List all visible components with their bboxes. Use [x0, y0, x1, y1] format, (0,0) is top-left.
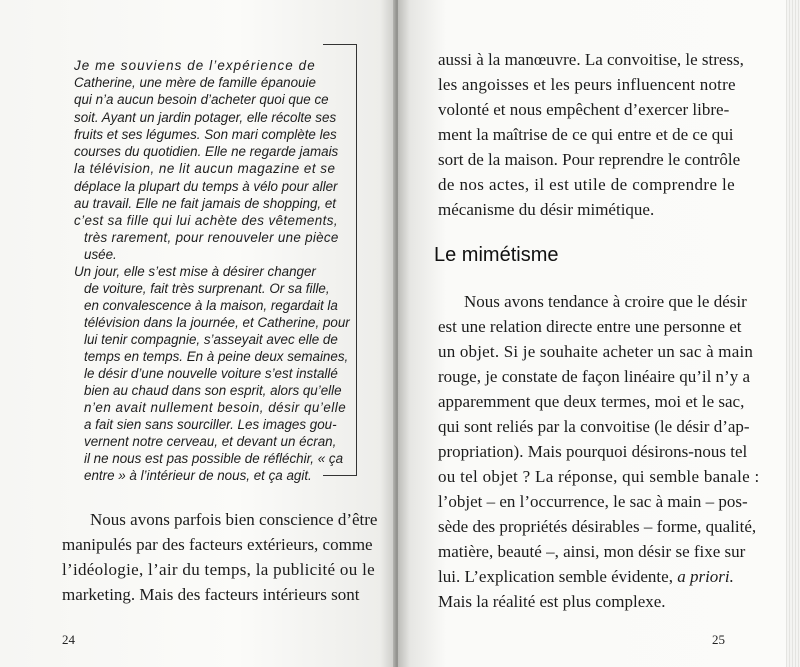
page-number-left: 24: [62, 632, 75, 647]
quote-box: [72, 44, 357, 483]
quote-line: Un jour, elle s’est mise à désirer changer: [74, 264, 316, 279]
quote-line: usée.: [84, 247, 117, 262]
quote-line: a fait sien sans sourciller. Les images gou-: [84, 417, 337, 432]
quote-line: la télévision, ne lit aucun magazine et se: [74, 161, 336, 176]
quote-line: Je me souviens de l’expérience de: [74, 58, 316, 73]
quote-line: soit. Ayant un jardin potager, elle récolte ses: [74, 110, 337, 125]
body-line: un objet. Si je souhaite acheter un sac à main: [438, 342, 754, 361]
body-line: Nous avons tendance à croire que le désir: [464, 292, 747, 311]
body-line: Mais la réalité est plus complexe.: [438, 592, 666, 611]
section-heading: Le mimétisme: [434, 244, 559, 266]
body-line: propriation). Mais pourquoi désirons-nous tel: [438, 442, 748, 461]
quote-line: courses du quotidien. Elle ne regarde jamais: [74, 144, 339, 159]
body-line: sort de la maison. Pour reprendre le contrôle: [438, 150, 741, 169]
body-line: l’objet – en l’occurrence, le sac à main – pos-: [438, 492, 748, 511]
quote-line: il ne nous est pas possible de réfléchir, « ça: [84, 451, 344, 466]
quote-line: Catherine, une mère de famille épanouie: [74, 75, 316, 90]
body-line: de nos actes, il est utile de comprendre le: [438, 175, 736, 194]
italic-a-priori: a priori.: [677, 567, 734, 586]
quote-line: bien au chaud dans son esprit, alors qu’elle: [84, 383, 342, 398]
body-line: ou tel objet ? La réponse, qui semble banale :: [438, 467, 760, 486]
quote-line: qui n’a aucun besoin d’acheter quoi que ce: [74, 92, 329, 107]
quote-line: fruits et ses légumes. Son mari complète les: [74, 127, 337, 142]
quote-line: lui tenir compagnie, s’asseyait avec elle de: [84, 332, 338, 347]
quote-line: très rarement, pour renouveler une pièce: [84, 230, 339, 245]
body-line: volonté et nous empêchent d’exercer libre-: [438, 100, 730, 119]
body-line: marketing. Mais des facteurs intérieurs sont: [62, 585, 360, 604]
quote-line: vernent notre cerveau, et devant un écran,: [84, 434, 337, 449]
body-line: sède des propriétés désirables – forme, qualité,: [438, 517, 757, 536]
quote-line: déplace la plupart du temps à vélo pour aller: [74, 179, 338, 194]
quote-line: entre » à l’intérieur de nous, et ça agit.: [84, 468, 312, 483]
quote-line: de voiture, fait très surprenant. Or sa fille,: [84, 281, 330, 296]
body-line-text: lui. L’explication semble évidente,: [438, 567, 678, 586]
page-edges: [786, 0, 800, 667]
body-line: manipulés par des facteurs extérieurs, comme: [62, 535, 373, 554]
body-line: les angoisses et les peurs influencent notre: [438, 75, 736, 94]
body-line: est une relation directe entre une personne et: [438, 317, 742, 336]
quote-line: au travail. Elle ne fait jamais de shopping, et: [74, 196, 337, 211]
quote-line: télévision dans la journée, et Catherine, pour: [84, 315, 350, 330]
body-line: matière, beauté –, ainsi, mon désir se fixe sur: [438, 542, 746, 561]
body-line: Nous avons parfois bien conscience d’être: [90, 510, 378, 529]
right-page: [398, 0, 800, 667]
body-line: l’idéologie, l’air du temps, la publicité ou le: [62, 560, 375, 579]
body-line: mécanisme du désir mimétique.: [438, 200, 655, 219]
page-number-right: 25: [712, 632, 725, 647]
quote-line: temps en temps. En à peine deux semaines,: [84, 349, 349, 364]
quote-line: en convalescence à la maison, regardait la: [84, 298, 338, 313]
quote-line: c’est sa fille qui lui achète des vêtements,: [74, 213, 338, 228]
body-line: rouge, je constate de façon linéaire qu’il n’y a: [438, 367, 751, 386]
body-line: ment la maîtrise de ce qui entre et de ce qui: [438, 125, 734, 144]
body-line: [438, 567, 734, 587]
body-line: qui sont reliés par la convoitise (le désir d’ap-: [438, 417, 750, 436]
left-page: [0, 0, 396, 667]
body-line: apparemment que deux termes, moi et le sac,: [438, 392, 745, 411]
body-line: aussi à la manœuvre. La convoitise, le stress,: [438, 50, 744, 69]
quote-line: n’en avait nullement besoin, désir qu’elle: [84, 400, 347, 415]
quote-line: le désir d’une nouvelle voiture s’est installé: [84, 366, 338, 381]
